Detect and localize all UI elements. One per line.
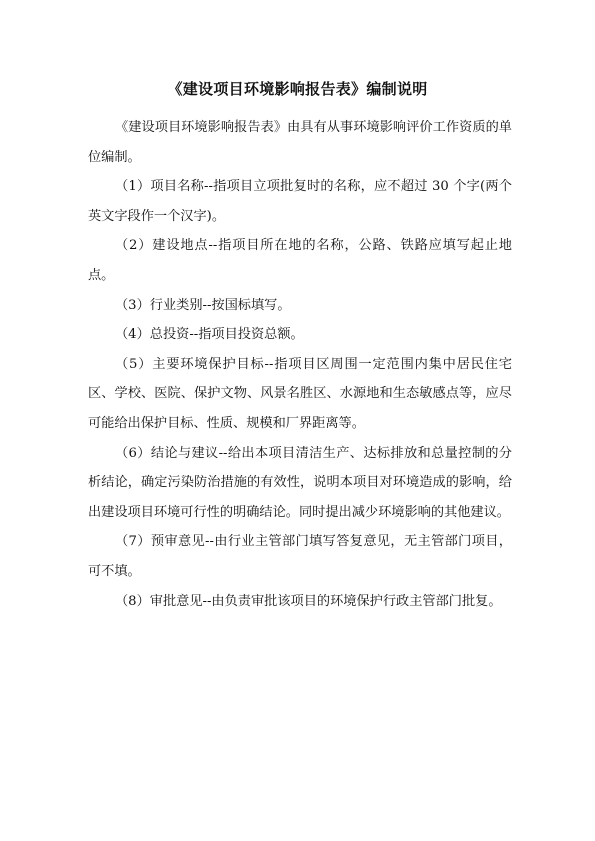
document-title: 《建设项目环境影响报告表》编制说明 [167, 80, 428, 98]
intro-paragraph: 《建设项目环境影响报告表》由具有从事环境影响评价工作资质的单位编制。 [88, 120, 512, 165]
item-conclusions: （6）结论与建议--给出本项目清洁生产、达标排放和总量控制的分析结论，确定污染防治措施的有效性，说明本项目对环境造成的影响，给出建设项目环境可行性的明确结论。同时提出减少环境影响的其他建议。 [88, 445, 512, 520]
item-project-name: （1）项目名称--指项目立项批复时的名称，应不超过 30 个字(两个英文字段作一个汉字)。 [88, 179, 512, 224]
item-approval: （8）审批意见--由负责审批该项目的环境保护行政主管部门批复。 [115, 593, 502, 609]
item-industry-category: （3）行业类别--按国标填写。 [115, 297, 291, 313]
item-construction-site: （2）建设地点--指项目所在地的名称，公路、铁路应填写起止地点。 [88, 238, 512, 283]
item-protection-targets: （5）主要环境保护目标--指项目区周围一定范围内集中居民住宅区、学校、医院、保护文物、风景名胜区、水源地和生态敏感点等，应尽可能给出保护目标、性质、规模和厂界距离等。 [88, 356, 512, 431]
item-total-investment: （4）总投资--指项目投资总额。 [115, 327, 304, 343]
item-pre-review: （7）预审意见--由行业主管部门填写答复意见，无主管部门项目，可不填。 [88, 534, 512, 579]
document-body [88, 113, 512, 616]
